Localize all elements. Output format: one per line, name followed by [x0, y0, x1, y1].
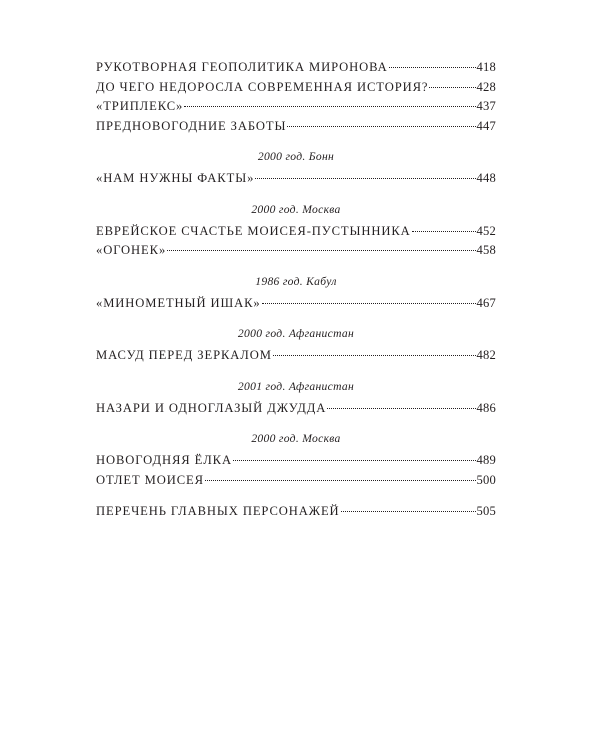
toc-entry-page: 458 [476, 243, 496, 257]
dot-leader [233, 460, 476, 461]
toc-entry-title: НАЗАРИ И ОДНОГЛАЗЫЙ ДЖУДДА [96, 400, 327, 415]
toc-entry[interactable] [96, 243, 496, 263]
toc-entry-page: 467 [476, 295, 496, 310]
toc-entry-page: 500 [476, 472, 496, 487]
dot-leader [273, 355, 476, 356]
toc-entry-page: 482 [476, 348, 496, 362]
toc-entry-title: ЕВРЕЙСКОЕ СЧАСТЬЕ МОИСЕЯ-ПУСТЫННИКА [96, 223, 411, 238]
toc-entry-title: МАСУД ПЕРЕД ЗЕРКАЛОМ [96, 348, 272, 362]
toc-entry-page: 486 [476, 400, 496, 415]
dot-leader [205, 480, 476, 481]
toc-entry[interactable] [96, 473, 496, 493]
toc-entry[interactable] [96, 80, 496, 100]
toc-entry[interactable] [96, 119, 496, 139]
toc-entry-page: 447 [476, 118, 496, 133]
section-heading: 2001 год. Афганистан [237, 379, 355, 393]
toc-entry-title: РУКОТВОРНАЯ ГЕОПОЛИТИКА МИРОНОВА [96, 60, 388, 74]
toc-entry-title: НОВОГОДНЯЯ ЁЛКА [96, 453, 232, 467]
dot-leader [184, 106, 475, 107]
toc-entry-title: ОТЛЕТ МОИСЕЯ [96, 472, 204, 487]
table-of-contents [96, 60, 496, 524]
toc-entry-title: ПЕРЕЧЕНЬ ГЛАВНЫХ ПЕРСОНАЖЕЙ [96, 504, 340, 518]
dot-leader [412, 231, 476, 232]
dot-leader [255, 178, 475, 179]
toc-entry-page: 428 [476, 79, 496, 94]
section-heading: 1986 год. Кабул [255, 274, 337, 288]
section-heading: 2000 год. Бонн [257, 150, 335, 163]
toc-entry-title: «ТРИПЛЕКС» [96, 99, 184, 113]
toc-entry[interactable] [96, 504, 496, 524]
spacer [96, 492, 496, 504]
toc-entry[interactable] [96, 99, 496, 119]
toc-entry-page: 505 [476, 504, 496, 518]
dot-leader [167, 250, 475, 251]
section-heading: 2000 год. Москва [251, 202, 341, 216]
toc-entry[interactable] [96, 401, 496, 421]
toc-entry-title: ДО ЧЕГО НЕДОРОСЛА СОВРЕМЕННАЯ ИСТОРИЯ? [96, 79, 429, 94]
toc-entry-page: 437 [476, 99, 496, 113]
toc-entry[interactable] [96, 453, 496, 473]
dot-leader [327, 408, 475, 409]
dot-leader [287, 126, 475, 127]
toc-entry-page: 489 [476, 453, 496, 467]
toc-entry[interactable] [96, 224, 496, 244]
toc-entry-title: «НАМ НУЖНЫ ФАКТЫ» [96, 171, 255, 185]
toc-entry-title: ПРЕДНОВОГОДНИЕ ЗАБОТЫ [96, 118, 287, 133]
dot-leader [341, 511, 476, 512]
dot-leader [389, 67, 476, 68]
toc-entry-title: «ОГОНЕК» [96, 243, 167, 257]
dot-leader [429, 87, 475, 88]
dot-leader [262, 303, 476, 304]
toc-entry[interactable] [96, 60, 496, 80]
toc-entry-page: 452 [476, 223, 496, 238]
section-heading: 2000 год. Москва [251, 432, 341, 445]
toc-entry[interactable] [96, 296, 496, 316]
toc-entry-page: 418 [476, 60, 496, 74]
toc-entry-title: «МИНОМЕТНЫЙ ИШАК» [96, 295, 261, 310]
toc-entry[interactable] [96, 348, 496, 368]
toc-entry-page: 448 [476, 171, 496, 185]
toc-entry[interactable] [96, 171, 496, 191]
section-heading: 2000 год. Афганистан [237, 327, 355, 340]
